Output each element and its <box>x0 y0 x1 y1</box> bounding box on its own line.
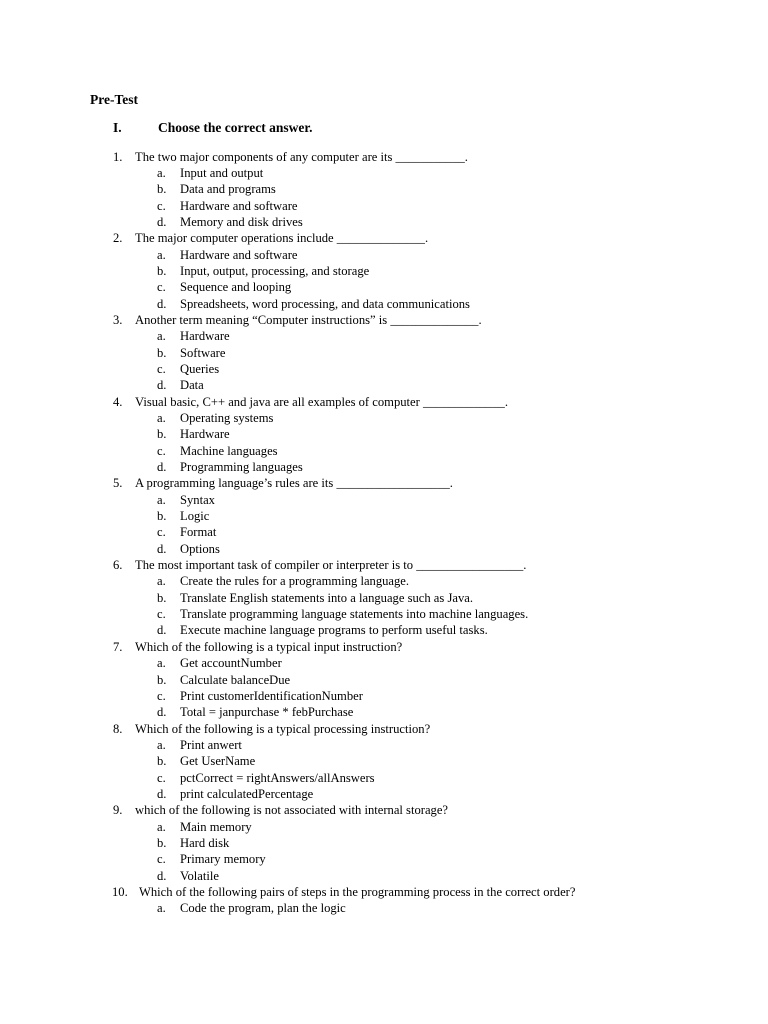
answer-option <box>0 263 768 279</box>
answer-option <box>0 851 768 867</box>
option-text: Hardware and software <box>180 198 298 213</box>
option-text: Queries <box>180 361 220 376</box>
answer-option <box>0 672 768 688</box>
answer-option <box>0 279 768 295</box>
answer-option <box>0 541 768 557</box>
option-text: Volatile <box>180 868 219 883</box>
answer-option <box>0 900 768 916</box>
option-letter: a. <box>157 165 166 180</box>
question-item <box>0 721 768 737</box>
question-item <box>0 475 768 491</box>
option-text: Spreadsheets, word processing, and data communications <box>180 296 470 311</box>
option-text: Format <box>180 525 217 540</box>
option-text: Translate programming language statements into machine languages. <box>180 607 529 622</box>
option-letter: b. <box>157 754 167 769</box>
answer-option <box>0 328 768 344</box>
option-text: Sequence and looping <box>180 280 292 295</box>
answer-option <box>0 426 768 442</box>
answer-option <box>0 459 768 475</box>
question-list <box>0 149 768 917</box>
question-text: The major computer operations include ______________. <box>135 231 429 246</box>
option-text: Get UserName <box>180 754 256 769</box>
option-letter: c. <box>157 443 166 458</box>
option-text: Input, output, processing, and storage <box>180 263 370 278</box>
answer-option <box>0 181 768 197</box>
option-text: Get accountNumber <box>180 656 282 671</box>
answer-option <box>0 524 768 540</box>
option-letter: a. <box>157 574 166 589</box>
question-number: 4. <box>113 394 123 409</box>
option-letter: b. <box>157 182 167 197</box>
option-text: Hardware <box>180 329 230 344</box>
option-text: Data and programs <box>180 182 276 197</box>
option-text: Calculate balanceDue <box>180 672 291 687</box>
section-number: I. <box>113 120 122 135</box>
option-letter: c. <box>157 198 166 213</box>
answer-option <box>0 508 768 524</box>
option-text: Syntax <box>180 492 215 507</box>
option-text: Hardware <box>180 427 230 442</box>
answer-option <box>0 443 768 459</box>
question-item <box>0 149 768 165</box>
answer-option <box>0 410 768 426</box>
question-text: Which of the following is a typical input instruction? <box>135 639 403 654</box>
option-text: Code the program, plan the logic <box>180 901 346 916</box>
option-text: Input and output <box>180 165 264 180</box>
option-letter: b. <box>157 590 167 605</box>
option-letter: b. <box>157 345 167 360</box>
option-text: Print customerIdentificationNumber <box>180 688 363 703</box>
question-text: A programming language’s rules are its __________________. <box>135 476 453 491</box>
option-letter: a. <box>157 737 166 752</box>
answer-option <box>0 868 768 884</box>
answer-option <box>0 345 768 361</box>
answer-option <box>0 165 768 181</box>
question-text: Another term meaning “Computer instructions” is ______________. <box>135 312 482 327</box>
answer-option <box>0 819 768 835</box>
option-text: Programming languages <box>180 460 303 475</box>
option-letter: d. <box>157 786 167 801</box>
option-letter: c. <box>157 525 166 540</box>
page-title: Pre-Test <box>90 92 138 107</box>
question-number: 5. <box>113 476 123 491</box>
option-text: Data <box>180 378 204 393</box>
question-number: 2. <box>113 231 123 246</box>
answer-option <box>0 590 768 606</box>
option-letter: d. <box>157 296 167 311</box>
option-text: Hardware and software <box>180 247 298 262</box>
answer-option <box>0 688 768 704</box>
option-text: Options <box>180 541 220 556</box>
option-letter: d. <box>157 541 167 556</box>
option-text: Main memory <box>180 819 252 834</box>
option-letter: c. <box>157 280 166 295</box>
question-item <box>0 312 768 328</box>
answer-option <box>0 753 768 769</box>
option-letter: d. <box>157 623 167 638</box>
question-text: The two major components of any computer are its ___________. <box>135 149 468 164</box>
question-number: 9. <box>113 803 123 818</box>
answer-option <box>0 704 768 720</box>
answer-option <box>0 492 768 508</box>
option-letter: c. <box>157 361 166 376</box>
question-item <box>0 802 768 818</box>
answer-option <box>0 737 768 753</box>
option-text: Machine languages <box>180 443 278 458</box>
question-text: Visual basic, C++ and java are all examples of computer _____________. <box>135 394 508 409</box>
option-text: pctCorrect = rightAnswers/allAnswers <box>180 770 375 785</box>
answer-option <box>0 247 768 263</box>
option-text: Operating systems <box>180 411 274 425</box>
option-letter: d. <box>157 214 167 229</box>
option-letter: a. <box>157 247 166 262</box>
option-letter: c. <box>157 688 166 703</box>
option-letter: a. <box>157 329 166 344</box>
answer-option <box>0 770 768 786</box>
question-number: 6. <box>113 558 123 573</box>
question-number: 3. <box>113 312 123 327</box>
question-text: Which of the following pairs of steps in the programming process in the correct order? <box>139 884 576 899</box>
option-letter: a. <box>157 656 166 671</box>
answer-option <box>0 361 768 377</box>
question-item <box>0 230 768 246</box>
option-letter: b. <box>157 672 167 687</box>
option-letter: d. <box>157 378 167 393</box>
option-letter: b. <box>157 427 167 442</box>
option-text: Memory and disk drives <box>180 214 303 229</box>
option-letter: a. <box>157 492 166 507</box>
option-text: Primary memory <box>180 852 266 867</box>
option-text: Software <box>180 345 226 360</box>
option-text: Total = janpurchase * febPurchase <box>180 705 354 720</box>
question-item <box>0 639 768 655</box>
answer-option <box>0 214 768 230</box>
question-text: The most important task of compiler or interpreter is to _________________. <box>135 558 527 573</box>
option-letter: d. <box>157 868 167 883</box>
answer-option <box>0 606 768 622</box>
question-number: 7. <box>113 639 123 654</box>
option-letter: d. <box>157 460 167 475</box>
section-heading <box>113 120 312 136</box>
question-item <box>0 394 768 410</box>
option-text: Execute machine language programs to perform useful tasks. <box>180 623 488 638</box>
question-number: 10. <box>112 884 128 899</box>
question-number: 8. <box>113 721 123 736</box>
question-item <box>0 557 768 573</box>
answer-option <box>0 296 768 312</box>
option-letter: c. <box>157 607 166 622</box>
answer-option <box>0 655 768 671</box>
option-letter: c. <box>157 770 166 785</box>
question-text: which of the following is not associated with internal storage? <box>135 803 449 818</box>
section-instruction: Choose the correct answer. <box>158 120 313 135</box>
answer-option <box>0 835 768 851</box>
answer-option <box>0 786 768 802</box>
answer-option <box>0 198 768 214</box>
option-letter: b. <box>157 263 167 278</box>
option-letter: a. <box>157 901 166 916</box>
option-letter: c. <box>157 852 166 867</box>
answer-option <box>0 622 768 638</box>
option-text: Logic <box>180 509 210 524</box>
option-letter: a. <box>157 411 166 425</box>
answer-option <box>0 573 768 589</box>
answer-option <box>0 377 768 393</box>
question-number: 1. <box>113 149 123 164</box>
question-item <box>0 884 768 900</box>
option-text: Print anwert <box>180 737 242 752</box>
option-letter: b. <box>157 835 167 850</box>
question-text: Which of the following is a typical processing instruction? <box>135 721 431 736</box>
option-letter: d. <box>157 705 167 720</box>
option-letter: b. <box>157 509 167 524</box>
option-letter: a. <box>157 819 166 834</box>
option-text: print calculatedPercentage <box>180 786 314 801</box>
option-text: Translate English statements into a language such as Java. <box>180 590 473 605</box>
option-text: Hard disk <box>180 835 230 850</box>
option-text: Create the rules for a programming language. <box>180 574 410 589</box>
